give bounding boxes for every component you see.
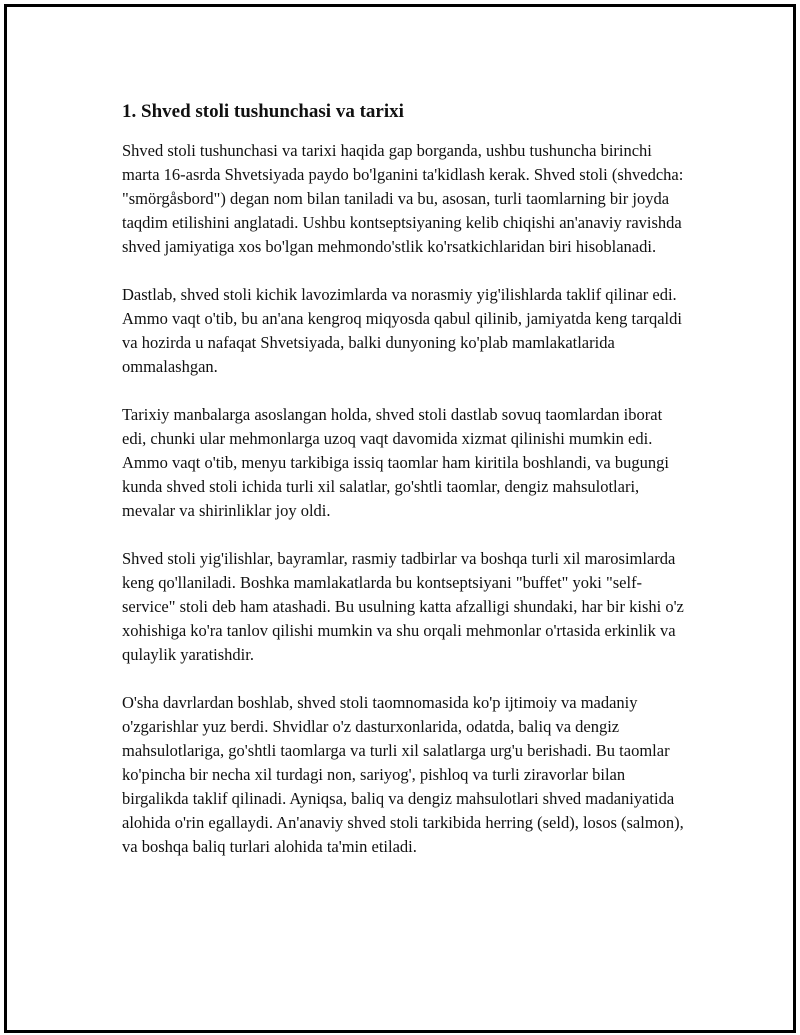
paragraph-1: Shved stoli tushunchasi va tarixi haqida gap borganda, ushbu tushuncha birinchi marta 16-asrda Shvetsiyada paydo bo'lganini ta'kidlash kerak. Shved stoli (shvedcha: "smörgåsbord") degan nom bilan taniladi va bu, asosan, turli taomlarning bir joyda taqdim etilishini anglatadi. Ushbu kontseptsiyaning kelib chiqishi an'anaviy ravishda shved jamiyatiga xos bo'lgan mehmondo'stlik ko'rsatkichlaridan biri hisoblanadi. [122,141,684,256]
paragraph-5: O'sha davrlardan boshlab, shved stoli taomnomasida ko'p ijtimoiy va madaniy o'zgarishlar yuz berdi. Shvidlar o'z dasturxonlarida, odatda, baliq va dengiz mahsulotlariga, go'shtli taomlarga va turli xil salatlarga urg'u berishadi. Bu taomlar ko'pincha bir necha xil turdagi non, sariyog', pishloq va turli ziravorlar bilan birgalikda taklif qilinadi. Ayniqsa, baliq va dengiz mahsulotlari shved madaniyatida alohida o'rin egallaydi. An'anaviy shved stoli tarkibida herring (seld), losos (salmon), va boshqa baliq turlari alohida ta'min etiladi. [122,693,684,856]
paragraph-2: Dastlab, shved stoli kichik lavozimlarda va norasmiy yig'ilishlarda taklif qilinar edi. Ammo vaqt o'tib, bu an'ana kengroq miqyosda qabul qilinib, jamiyatda keng tarqaldi va hozirda u nafaqat Shvetsiyada, balki dunyoning ko'plab mamlakatlarida ommalashgan. [122,285,682,376]
paragraph-4: Shved stoli yig'ilishlar, bayramlar, rasmiy tadbirlar va boshqa turli xil marosimlarda keng qo'llaniladi. Boshka mamlakatlarda bu kontseptsiyani "buffet" yoki "self-service" stoli deb ham atashadi. Bu usulning katta afzalligi shundaki, har bir kishi o'z xohishiga ko'ra tanlov qilishi mumkin va shu orqali mehmonlar o'rtasida erkinlik va qulaylik yaratishdir. [122,549,684,664]
page-frame [4,4,796,1033]
section-title: 1. Shved stoli tushunchasi va tarixi [122,101,404,122]
paragraph-3: Tarixiy manbalarga asoslangan holda, shved stoli dastlab sovuq taomlardan iborat edi, chunki ular mehmonlarga uzoq vaqt davomida xizmat qilinishi mumkin edi. Ammo vaqt o'tib, menyu tarkibiga issiq taomlar ham kiritila boshlandi, va bugungi kunda shved stoli ichida turli xil salatlar, go'shtli taomlar, dengiz mahsulotlari, mevalar va shirinliklar joy oldi. [122,405,669,520]
document-body [122,99,687,883]
